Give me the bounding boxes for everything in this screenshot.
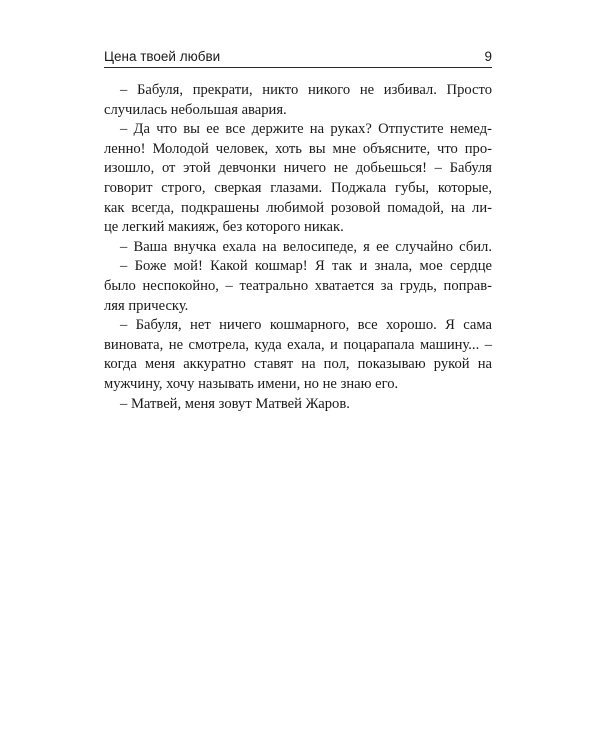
body-text bbox=[104, 81, 492, 414]
text-line: виновата, не смотрела, куда ехала, и поцарапала машину... – bbox=[104, 336, 492, 353]
text-line: изошло, от этой девчонки ничего не добьешься! – Бабуля bbox=[104, 160, 492, 177]
text-line: было неспокойно, – театрально хватается за грудь, поправ- bbox=[104, 277, 492, 294]
text-line: случилась небольшая авария. bbox=[104, 101, 287, 118]
text-line: – Матвей, меня зовут Матвей Жаров. bbox=[120, 395, 350, 412]
text-line: – Ваша внучка ехала на велосипеде, я ее случайно сбил. bbox=[120, 238, 492, 255]
text-line: – Бабуля, нет ничего кошмарного, все хорошо. Я сама bbox=[120, 317, 492, 334]
text-line: – Бабуля, прекрати, никто никого не избивал. Просто bbox=[120, 82, 492, 98]
text-line: це легкий макияж, без которого никак. bbox=[104, 219, 344, 236]
text-line: говорит строго, сверкая глазами. Поджала губы, которые, bbox=[104, 179, 492, 196]
text-line: как всегда, подкрашены любимой розовой помадой, на ли- bbox=[104, 199, 492, 216]
text-line: ленно! Молодой человек, хоть вы мне объясните, что про- bbox=[104, 140, 492, 157]
text-line: ляя прическу. bbox=[104, 297, 189, 314]
page-number: 9 bbox=[484, 49, 492, 64]
text-line: – Боже мой! Какой кошмар! Я так и знала, мое сердце bbox=[120, 258, 492, 275]
header-rule bbox=[104, 67, 492, 68]
text-line: мужчину, хочу называть имени, но не знаю его. bbox=[104, 375, 399, 392]
running-header bbox=[104, 44, 492, 64]
text-line: – Да что вы ее все держите на руках? Отпустите немед- bbox=[120, 121, 492, 138]
text-line: когда меня аккуратно ставят на пол, показываю рукой на bbox=[104, 356, 492, 373]
book-title: Цена твоей любви bbox=[104, 49, 221, 64]
